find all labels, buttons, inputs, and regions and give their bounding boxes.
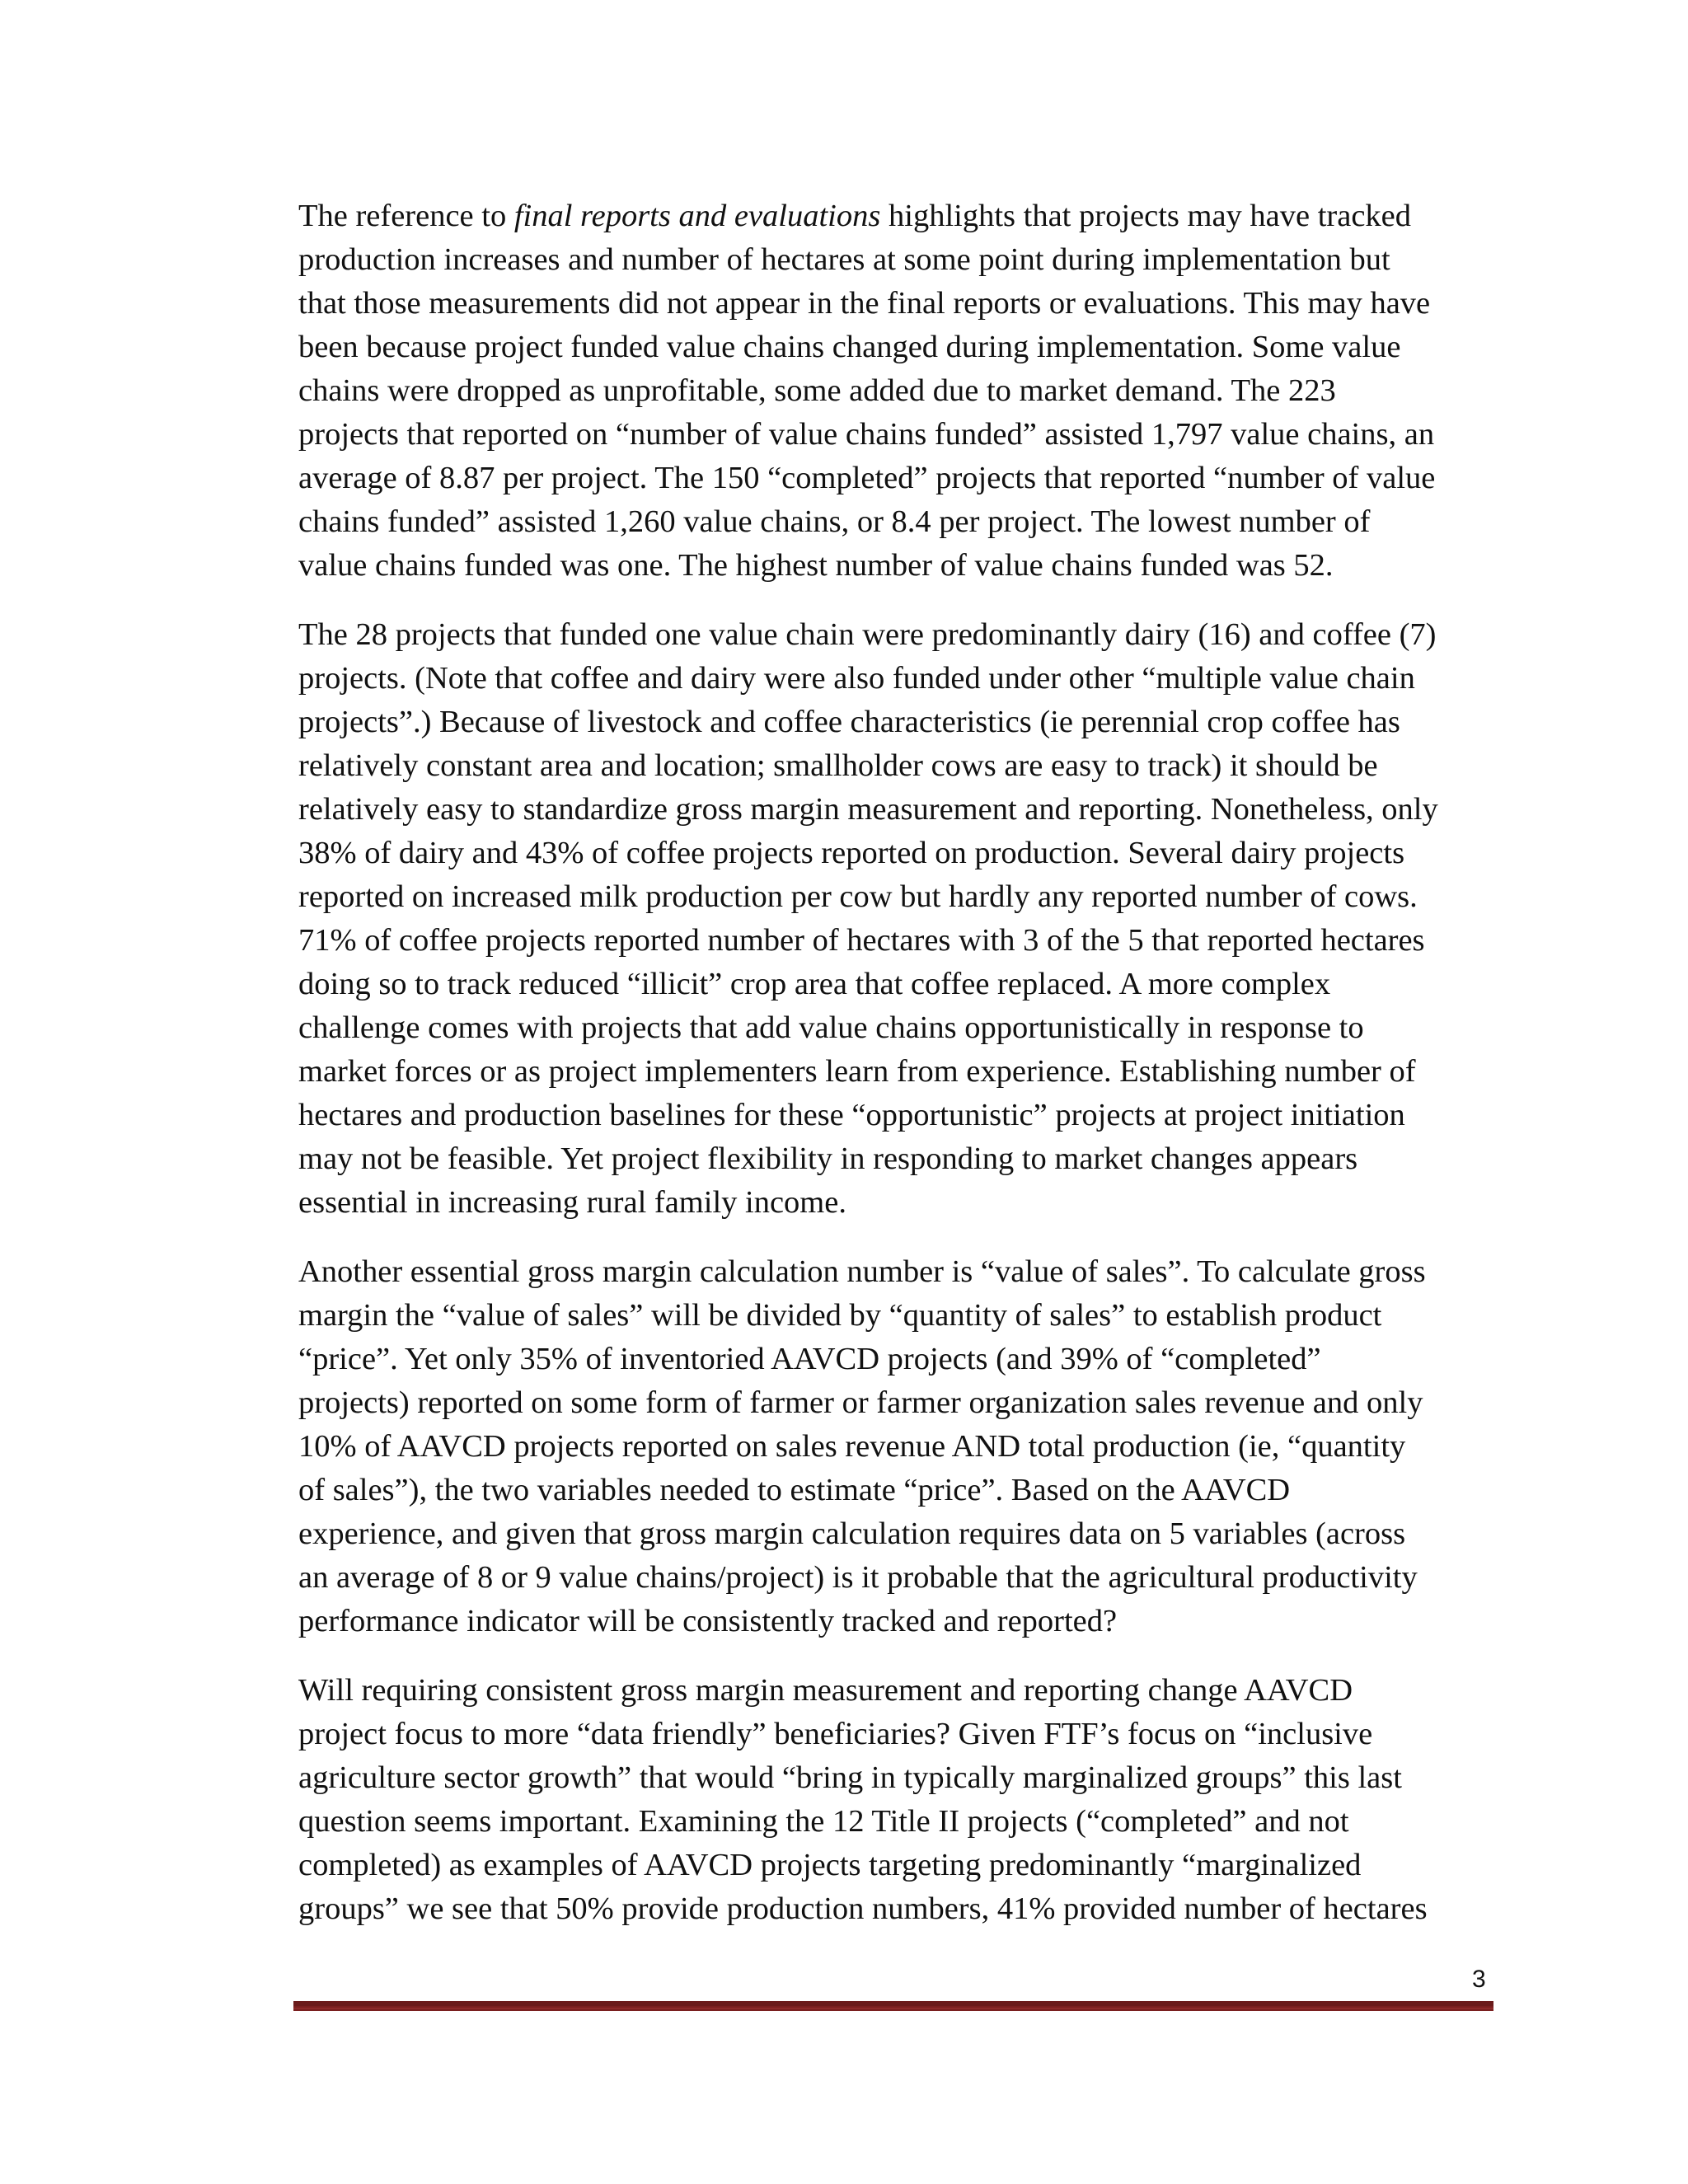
text-line: of sales”), the two variables needed to estimate “price”. Based on the AAVCD	[298, 1473, 1291, 1507]
text-line: market forces or as project implementers learn from experience. Establishing number of	[298, 1054, 1416, 1089]
text-line: value chains funded was one. The highest number of value chains funded was 52.	[298, 548, 1334, 583]
text-line: margin the “value of sales” will be divided by “quantity of sales” to establish product	[298, 1298, 1382, 1333]
text-line: essential in increasing rural family income.	[298, 1185, 846, 1220]
text-line: may not be feasible. Yet project flexibility in responding to market changes appears	[298, 1141, 1358, 1176]
text-line: 71% of coffee projects reported number of hectares with 3 of the 5 that reported hectares	[298, 923, 1425, 958]
text-line: relatively constant area and location; smallholder cows are easy to track) it should be	[298, 748, 1378, 783]
text-line: 38% of dairy and 43% of coffee projects reported on production. Several dairy projects	[298, 836, 1405, 870]
text-line: projects) reported on some form of farmer or farmer organization sales revenue and only	[298, 1385, 1423, 1420]
text-line: “price”. Yet only 35% of inventoried AAVCD projects (and 39% of “completed”	[298, 1342, 1321, 1376]
page-number: 3	[1472, 1966, 1486, 1993]
text-line: been because project funded value chains changed during implementation. Some value	[298, 330, 1401, 364]
text-line: agriculture sector growth” that would “bring in typically marginalized groups” this last	[298, 1760, 1402, 1795]
text-line: 10% of AAVCD projects reported on sales revenue AND total production (ie, “quantity	[298, 1429, 1406, 1464]
text-line: question seems important. Examining the 12 Title II projects (“completed” and not	[298, 1804, 1349, 1839]
italic-phrase: final reports and evaluations	[513, 199, 881, 233]
paragraph-2	[298, 613, 1502, 1225]
paragraph-1	[298, 194, 1502, 588]
text-line: reported on increased milk production per cow but hardly any reported number of cows.	[298, 879, 1418, 914]
text-line: project focus to more “data friendly” beneficiaries? Given FTF’s focus on “inclusive	[298, 1717, 1373, 1751]
text-line: experience, and given that gross margin calculation requires data on 5 variables (across	[298, 1516, 1406, 1551]
paragraph-4	[298, 1669, 1502, 1931]
text-line: hectares and production baselines for these “opportunistic” projects at project initiation	[298, 1098, 1405, 1132]
text-line: Will requiring consistent gross margin measurement and reporting change AAVCD	[298, 1673, 1353, 1708]
text-run: highlights that projects may have tracked	[880, 199, 1411, 233]
text-line: Another essential gross margin calculation number is “value of sales”. To calculate gross	[298, 1254, 1426, 1289]
text-line: that those measurements did not appear in the final reports or evaluations. This may have	[298, 286, 1431, 321]
text-line: challenge comes with projects that add value chains opportunistically in response to	[298, 1010, 1364, 1045]
text-line: groups” we see that 50% provide production numbers, 41% provided number of hectares	[298, 1891, 1428, 1926]
text-line: projects”.) Because of livestock and coffee characteristics (ie perennial crop coffee has	[298, 705, 1400, 739]
text-line	[298, 194, 1502, 238]
text-line: performance indicator will be consistently tracked and reported?	[298, 1604, 1118, 1638]
text-line: projects. (Note that coffee and dairy were also funded under other “multiple value chain	[298, 661, 1415, 696]
text-line: The 28 projects that funded one value chain were predominantly dairy (16) and coffee (7)	[298, 617, 1437, 652]
text-line: doing so to track reduced “illicit” crop area that coffee replaced. A more complex	[298, 967, 1331, 1001]
body-text	[298, 194, 1502, 1957]
footer-rule	[293, 2001, 1493, 2011]
text-line: projects that reported on “number of value chains funded” assisted 1,797 value chains, an	[298, 417, 1435, 452]
text-line: relatively easy to standardize gross margin measurement and reporting. Nonetheless, only	[298, 792, 1438, 827]
paragraph-3	[298, 1250, 1502, 1643]
text-line: completed) as examples of AAVCD projects targeting predominantly “marginalized	[298, 1848, 1362, 1882]
text-line: chains funded” assisted 1,260 value chains, or 8.4 per project. The lowest number of	[298, 504, 1371, 539]
text-run: The reference to	[298, 199, 514, 233]
text-line: chains were dropped as unprofitable, some added due to market demand. The 223	[298, 373, 1336, 408]
text-line: production increases and number of hectares at some point during implementation but	[298, 242, 1390, 277]
text-line: average of 8.87 per project. The 150 “completed” projects that reported “number of value	[298, 461, 1436, 495]
text-line: an average of 8 or 9 value chains/project) is it probable that the agricultural productivity	[298, 1560, 1418, 1595]
